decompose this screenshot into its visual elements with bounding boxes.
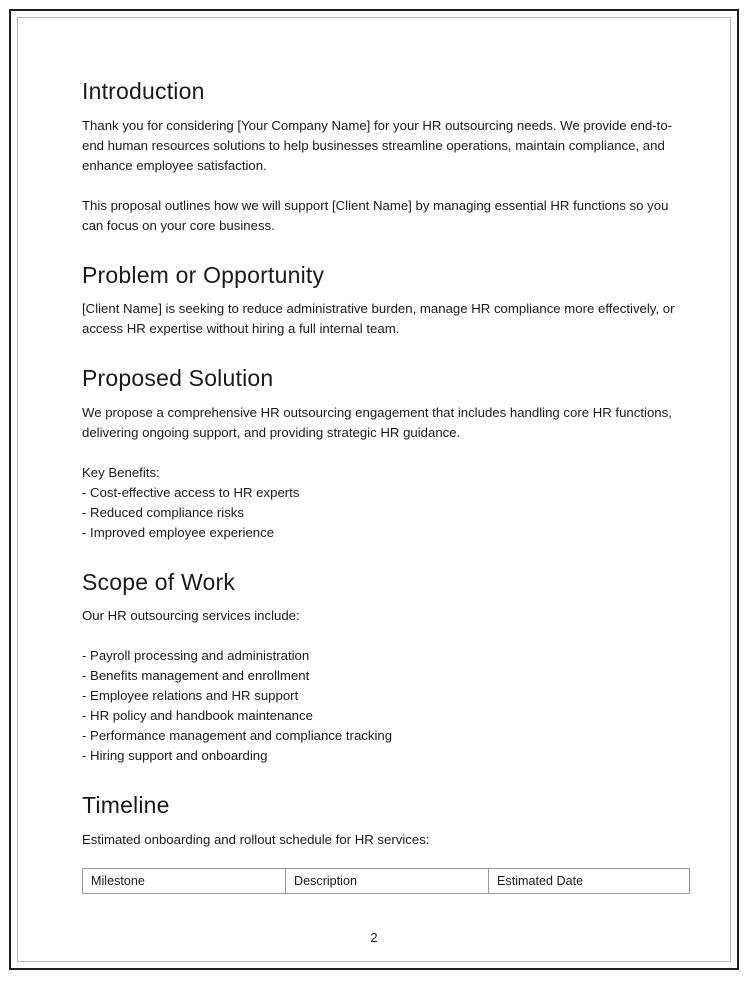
list-item: - Hiring support and onboarding <box>82 748 268 764</box>
section-spacer <box>82 339 684 365</box>
column-header-milestone: Milestone <box>83 868 286 893</box>
page-number: 2 <box>370 930 378 945</box>
heading-problem-or-opportunity: Problem or Opportunity <box>82 261 325 288</box>
paragraph-problem-1: [Client Name] is seeking to reduce administrative burden, manage HR compliance more effectively, or access HR expertise without hiring a full internal team. <box>82 301 675 337</box>
paragraph-introduction-1: Thank you for considering [Your Company Name] for your HR outsourcing needs. We provide end-to-end human resources solutions to help businesses streamline operations, maintain compliance, and enhance employee satisfaction. <box>82 117 673 173</box>
list-item: - Payroll processing and administration <box>82 648 310 664</box>
key-benefits-block <box>82 463 684 543</box>
column-header-description: Description <box>286 868 489 893</box>
list-item: - Employee relations and HR support <box>82 688 299 704</box>
document-page-border <box>9 9 739 970</box>
section-spacer <box>82 236 684 262</box>
list-item: - Reduced compliance risks <box>82 504 244 520</box>
heading-introduction: Introduction <box>82 78 205 104</box>
section-spacer <box>82 766 684 792</box>
paragraph-scope-1: Our HR outsourcing services include: <box>82 608 300 624</box>
paragraph-introduction-2: This proposal outlines how we will support [Client Name] by managing essential HR functions so you can focus on your core business. <box>82 197 669 233</box>
document-content <box>82 78 684 894</box>
heading-timeline: Timeline <box>82 792 170 819</box>
scope-list-block <box>82 646 684 766</box>
key-benefits-intro: Key Benefits: <box>82 464 160 480</box>
paragraph-timeline-1: Estimated onboarding and rollout schedule for HR services: <box>82 831 430 847</box>
list-item: - HR policy and handbook maintenance <box>82 708 313 724</box>
section-spacer <box>82 543 684 569</box>
list-item: - Performance management and compliance tracking <box>82 728 393 744</box>
list-item: - Improved employee experience <box>82 524 275 540</box>
heading-scope-of-work: Scope of Work <box>82 568 236 595</box>
paragraph-proposed-solution-1: We propose a comprehensive HR outsourcing engagement that includes handling core HR functions, delivering ongoing support, and providing strategic HR guidance. <box>82 404 672 440</box>
timeline-table <box>82 868 690 894</box>
heading-proposed-solution: Proposed Solution <box>82 365 274 392</box>
document-page <box>17 17 731 962</box>
list-item: - Benefits management and enrollment <box>82 668 310 684</box>
column-header-estimated-date: Estimated Date <box>489 868 690 893</box>
list-item: - Cost-effective access to HR experts <box>82 484 300 500</box>
table-header-row <box>83 868 690 893</box>
